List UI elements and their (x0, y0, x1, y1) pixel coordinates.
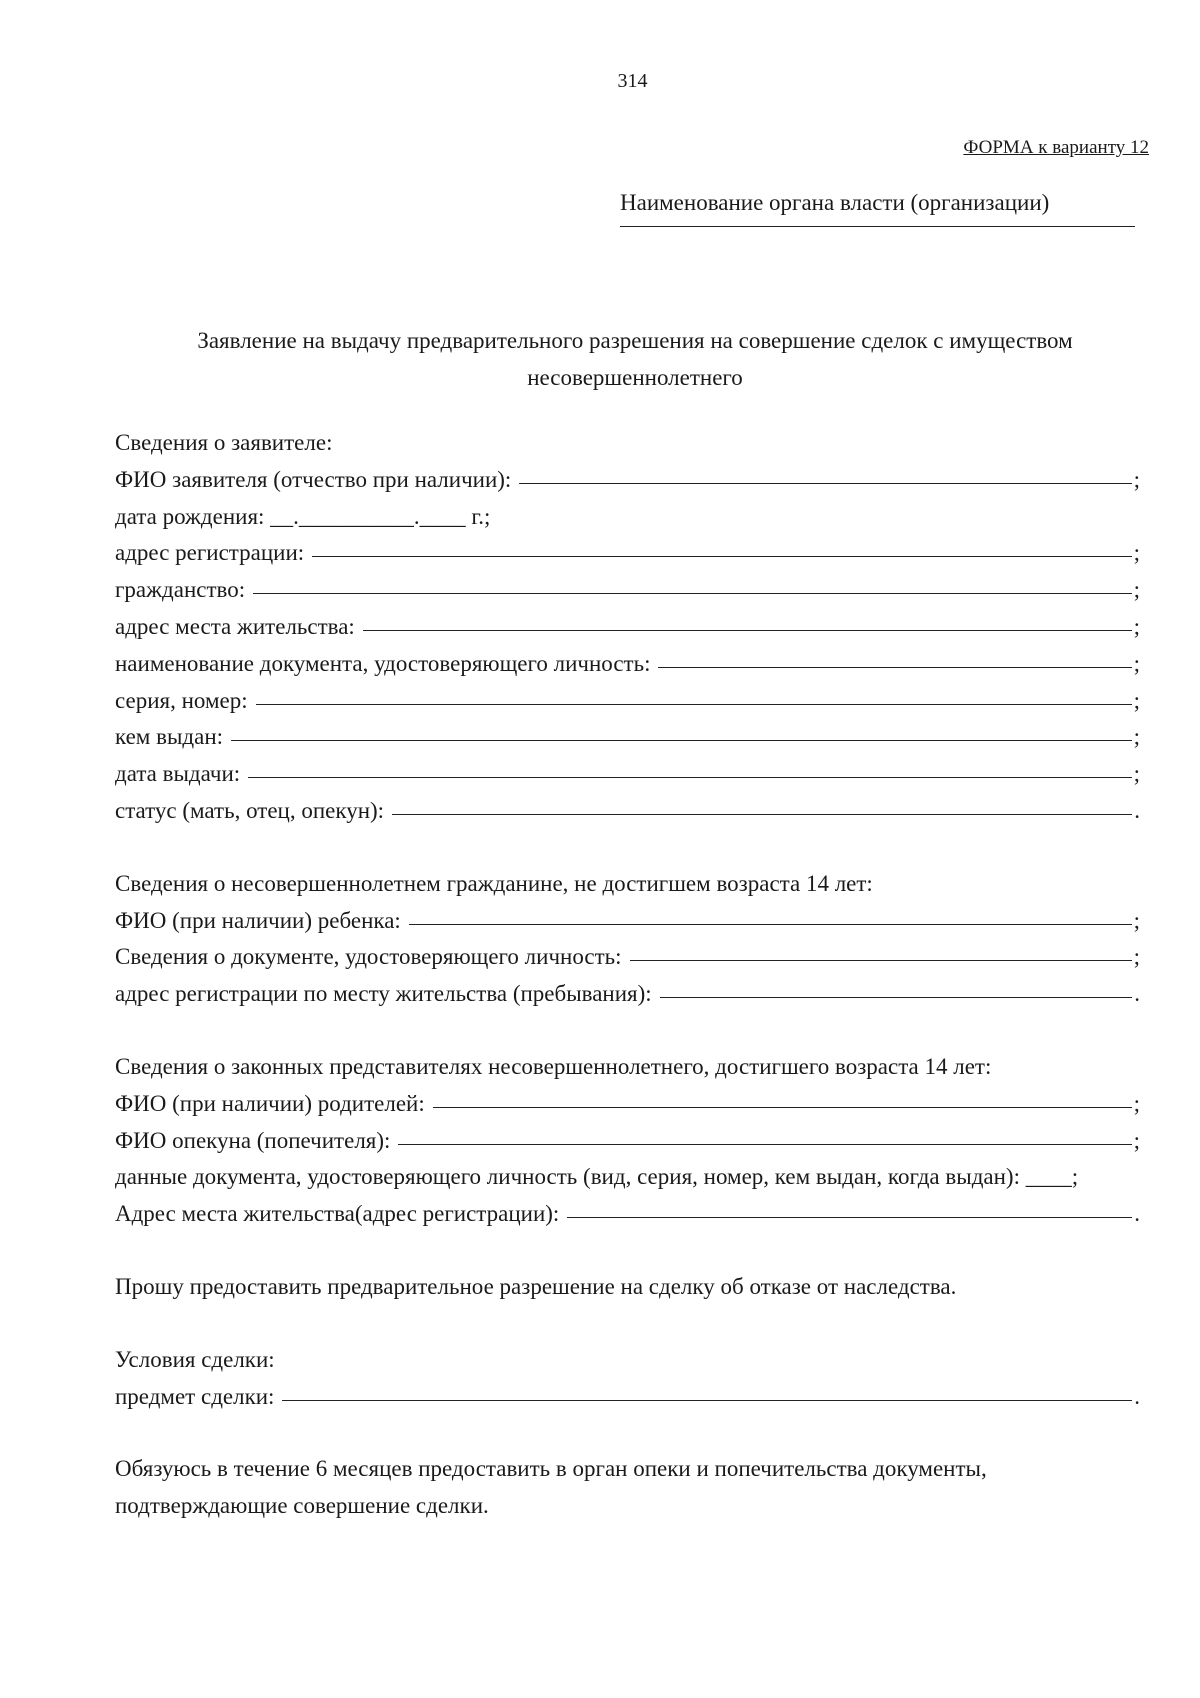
blank-line[interactable] (248, 777, 1131, 778)
document-title: Заявление на выдачу предварительного разрешения на совершение сделок с имуществом несовершеннолетнего (197, 328, 1073, 390)
applicant-fio-row: ФИО заявителя (отчество при наличии): ; (115, 466, 1140, 492)
page-number: 314 (617, 70, 648, 92)
applicant-issued-by-row: кем выдан: ; (115, 724, 1140, 750)
minor-fio-row: ФИО (при наличии) ребенка: ; (115, 907, 1140, 933)
blank-line[interactable] (363, 630, 1132, 631)
applicant-heading: Сведения о заявителе: (115, 430, 333, 455)
field-label: адрес места жительства: (115, 613, 355, 639)
obligation-line-1: Обязуюсь в течение 6 месяцев предоставить в орган опеки и попечительства документы, (115, 1456, 987, 1482)
applicant-issue-date-row: дата выдачи: ; (115, 761, 1140, 787)
deal-heading: Условия сделки: (115, 1346, 275, 1372)
section-gap (115, 1311, 1140, 1347)
section-gap (115, 835, 1140, 871)
representative-document-row (115, 1164, 1140, 1201)
blank-line[interactable] (392, 814, 1132, 815)
blank-line[interactable] (312, 556, 1131, 557)
minor-registration-row: адрес регистрации по месту жительства (пребывания): . (115, 981, 1140, 1007)
authority-block (620, 190, 1140, 227)
parents-fio-row: ФИО (при наличии) родителей: ; (115, 1090, 1140, 1116)
applicant-citizenship-row: гражданство: ; (115, 577, 1140, 603)
field-label: наименование документа, удостоверяющего личность: (115, 650, 651, 676)
guardian-fio-row: ФИО опекуна (попечителя): ; (115, 1127, 1140, 1153)
blank-line[interactable] (256, 704, 1132, 705)
request-text: Прошу предоставить предварительное разрешение на сделку об отказе от наследства. (115, 1273, 957, 1299)
blank-line[interactable] (567, 1217, 1132, 1218)
field-label: дата выдачи: (115, 761, 241, 787)
applicant-registration-row: адрес регистрации: ; (115, 540, 1140, 566)
blank-line[interactable] (660, 997, 1133, 998)
field-label: адрес регистрации по месту жительства (пребывания): (115, 981, 652, 1007)
field-label: Адрес места жительства(адрес регистрации): (115, 1201, 560, 1227)
applicant-residence-row: адрес места жительства: ; (115, 613, 1140, 639)
field-label: статус (мать, отец, опекун): (115, 797, 385, 823)
field-label: ФИО (при наличии) родителей: (115, 1090, 425, 1116)
blank-line[interactable] (282, 1400, 1132, 1401)
section-gap (115, 1018, 1140, 1054)
minor-heading: Сведения о несовершеннолетнем гражданине, не достигшем возраста 14 лет: (115, 870, 873, 896)
applicant-status-row: статус (мать, отец, опекун): . (115, 797, 1140, 823)
section-gap (115, 1238, 1140, 1274)
field-label: Сведения о документе, удостоверяющего личность: (115, 944, 622, 970)
field-label: серия, номер: (115, 687, 248, 713)
field-label: адрес регистрации: (115, 540, 305, 566)
blank-line[interactable] (231, 740, 1132, 741)
representative-address-row: Адрес места жительства(адрес регистрации): . (115, 1201, 1140, 1227)
applicant-id-document-row: наименование документа, удостоверяющего личность: ; (115, 650, 1140, 676)
form-body (115, 430, 1140, 1530)
form-reference: ФОРМА к варианту 12 (963, 137, 1149, 158)
applicant-series-number-row: серия, номер: ; (115, 687, 1140, 713)
field-label: данные документа, удостоверяющего личность (вид, серия, номер, кем выдан, когда выдан): ____; (115, 1164, 1079, 1190)
blank-line[interactable] (658, 667, 1131, 668)
representatives-heading: Сведения о законных представителях несовершеннолетнего, достигшего возраста 14 лет: (115, 1053, 992, 1079)
field-label: ФИО (при наличии) ребенка: (115, 907, 401, 933)
blank-line[interactable] (409, 924, 1132, 925)
section-gap (115, 1420, 1140, 1456)
blank-line[interactable] (253, 593, 1132, 594)
obligation-line-2: подтверждающие совершение сделки. (115, 1493, 489, 1519)
authority-blank-line[interactable] (620, 226, 1135, 227)
authority-label: Наименование органа власти (организации) (620, 190, 1050, 215)
minor-document-row: Сведения о документе, удостоверяющего личность: ; (115, 944, 1140, 970)
blank-line[interactable] (519, 483, 1131, 484)
field-label: дата рождения: __.__________.____ г.; (115, 503, 491, 529)
blank-line[interactable] (630, 960, 1132, 961)
applicant-birthdate-row (115, 504, 1140, 541)
blank-line[interactable] (398, 1144, 1131, 1145)
blank-line[interactable] (433, 1107, 1132, 1108)
field-label: ФИО опекуна (попечителя): (115, 1127, 391, 1153)
deal-subject-row: предмет сделки: . (115, 1383, 1140, 1409)
field-label: ФИО заявителя (отчество при наличии): (115, 466, 512, 492)
field-label: гражданство: (115, 577, 246, 603)
field-label: кем выдан: (115, 724, 224, 750)
field-label: предмет сделки: (115, 1383, 275, 1409)
